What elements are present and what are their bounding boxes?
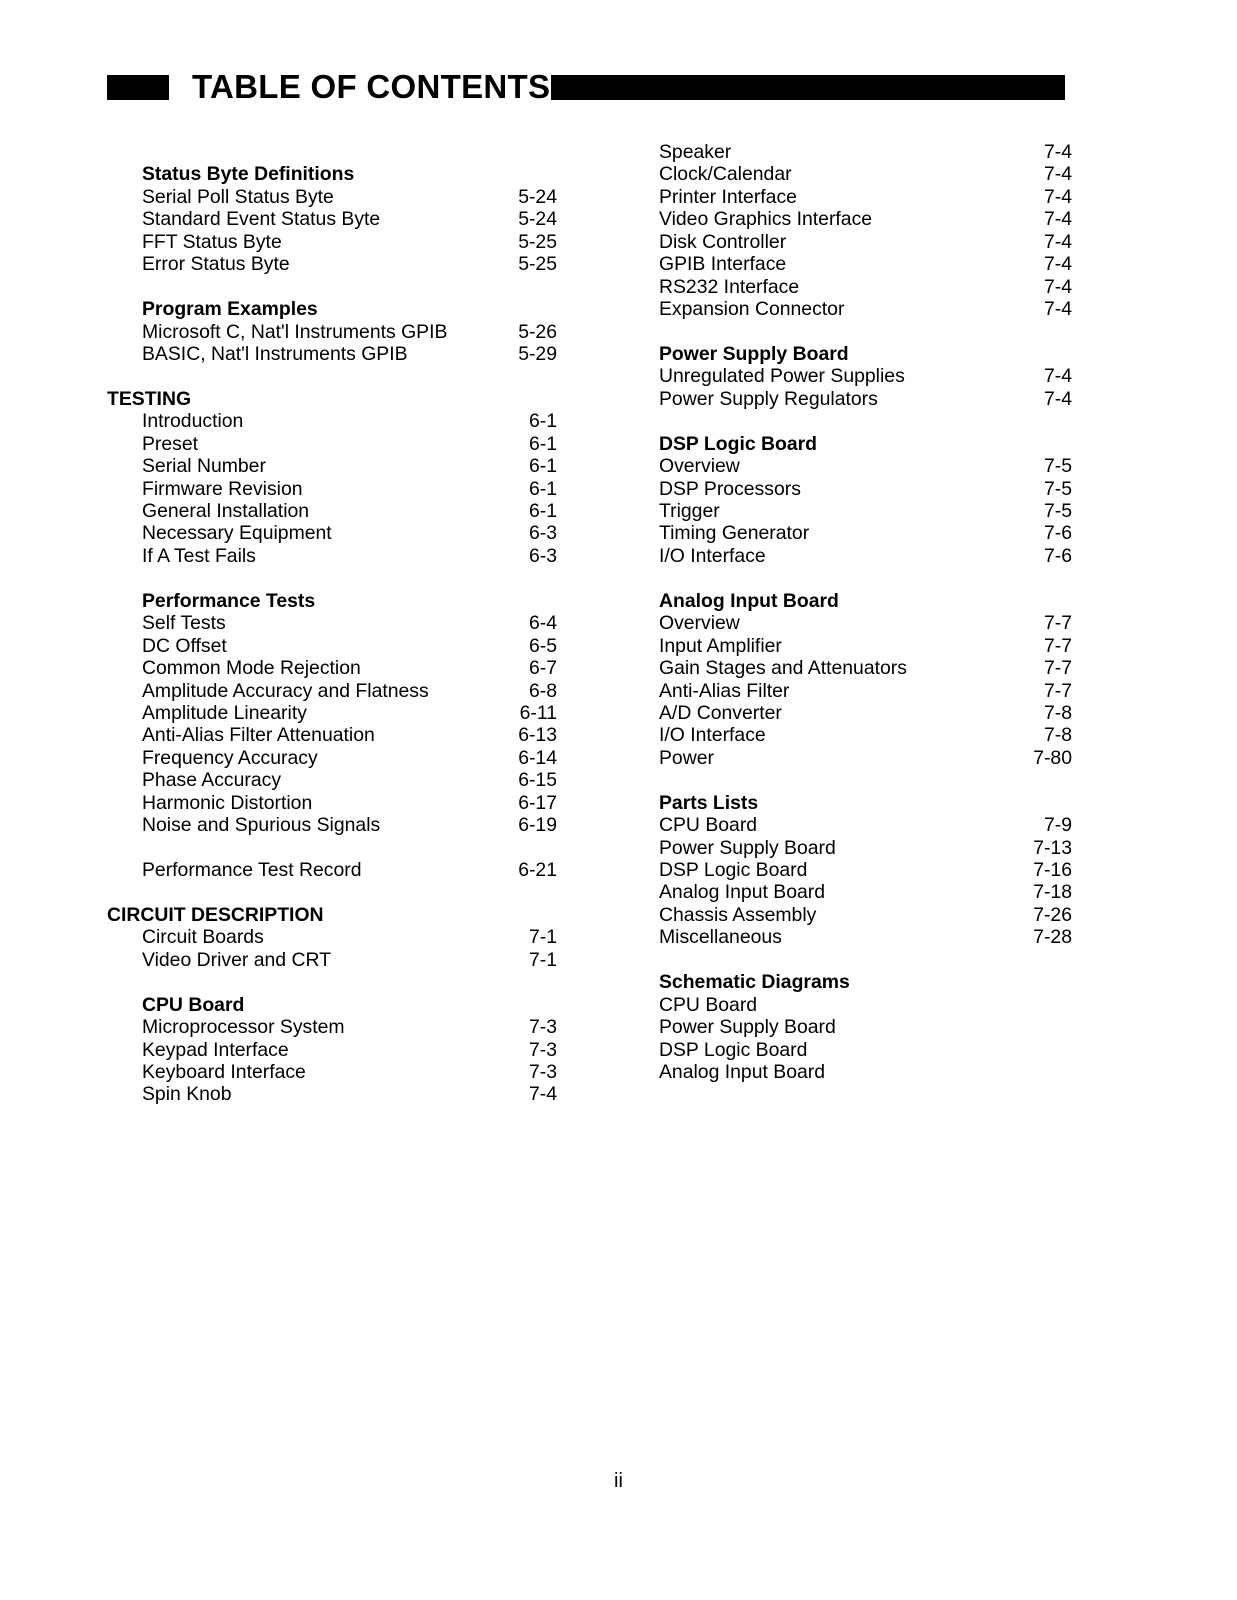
toc-entry-label: Amplitude Accuracy and Flatness bbox=[142, 679, 429, 702]
toc-entry bbox=[659, 1016, 1072, 1038]
toc-entry-page: 6-21 bbox=[518, 859, 557, 881]
toc-entry-page: 6-3 bbox=[528, 544, 557, 567]
toc-entry bbox=[107, 769, 557, 791]
toc-entry bbox=[107, 1016, 557, 1038]
toc-entry bbox=[659, 455, 1072, 477]
toc-entry bbox=[107, 612, 557, 634]
toc-entry bbox=[107, 926, 557, 948]
toc-entry bbox=[659, 881, 1072, 903]
toc-entry-label: Spin Knob bbox=[142, 1083, 232, 1106]
toc-subheading bbox=[107, 163, 557, 185]
toc-entry-page: 7-16 bbox=[1033, 859, 1072, 881]
toc-subheading bbox=[659, 792, 1072, 814]
toc-entry-page: 6-1 bbox=[528, 432, 557, 455]
toc-entry-label: Microprocessor System bbox=[142, 1016, 345, 1039]
toc-entry bbox=[107, 410, 557, 432]
toc-entry bbox=[107, 545, 557, 567]
toc-right-column bbox=[659, 141, 1072, 1083]
toc-entry bbox=[659, 478, 1072, 500]
toc-entry-label: Power Supply Regulators bbox=[659, 387, 878, 410]
toc-entry-label: General Installation bbox=[142, 500, 310, 522]
toc-entry-page: 6-1 bbox=[528, 455, 557, 478]
toc-entry bbox=[659, 837, 1072, 859]
toc-entry-label: Performance Tests bbox=[142, 589, 316, 612]
toc-entry-label: Analog Input Board bbox=[659, 881, 826, 904]
toc-entry-page: 7-3 bbox=[528, 1016, 557, 1039]
toc-entry-page: 7-7 bbox=[1043, 612, 1072, 635]
toc-entry-label: Power Supply Board bbox=[659, 342, 849, 365]
toc-entry-page: 7-26 bbox=[1033, 903, 1072, 926]
toc-entry-label: Self Tests bbox=[142, 612, 226, 635]
toc-entry bbox=[107, 747, 557, 769]
toc-entry-page: 7-1 bbox=[528, 948, 557, 971]
toc-spacer bbox=[659, 949, 1072, 971]
toc-entry bbox=[107, 522, 557, 544]
toc-entry-label: DSP Logic Board bbox=[659, 859, 808, 881]
toc-entry-label: Program Examples bbox=[142, 298, 318, 321]
toc-entry bbox=[107, 792, 557, 814]
header-bar-right bbox=[551, 75, 1065, 100]
toc-entry-page: 7-4 bbox=[1043, 208, 1072, 231]
toc-entry-page: 6-3 bbox=[528, 522, 557, 545]
toc-entry-label: Timing Generator bbox=[659, 522, 810, 545]
toc-entry-label: DC Offset bbox=[142, 634, 227, 657]
toc-entry bbox=[659, 635, 1072, 657]
toc-entry-label: Microsoft C, Nat'l Instruments GPIB bbox=[142, 320, 448, 343]
toc-entry-label: GPIB Interface bbox=[659, 253, 787, 276]
toc-entry-label: Introduction bbox=[142, 410, 244, 433]
toc-entry-page: 5-26 bbox=[518, 320, 557, 343]
toc-entry-page: 7-4 bbox=[1043, 163, 1072, 186]
toc-entry-page: 7-28 bbox=[1033, 926, 1072, 949]
toc-entry bbox=[659, 904, 1072, 926]
toc-entry-label: Analog Input Board bbox=[659, 1060, 826, 1083]
toc-entry-label: Amplitude Linearity bbox=[142, 701, 307, 724]
toc-entry-page: 6-14 bbox=[518, 746, 557, 769]
toc-entry-page: 7-3 bbox=[528, 1038, 557, 1061]
toc-entry bbox=[659, 926, 1072, 948]
toc-entry-label: Frequency Accuracy bbox=[142, 746, 318, 769]
toc-entry bbox=[107, 1061, 557, 1083]
toc-entry-page: 7-7 bbox=[1043, 657, 1072, 680]
toc-entry-page: 7-13 bbox=[1033, 836, 1072, 859]
toc-entry-label: Keyboard Interface bbox=[142, 1060, 306, 1083]
toc-entry-label: Common Mode Rejection bbox=[142, 657, 361, 680]
toc-entry-page: 6-8 bbox=[528, 679, 557, 702]
toc-entry-label: Circuit Boards bbox=[142, 926, 264, 949]
toc-entry bbox=[659, 859, 1072, 881]
toc-entry-page: 6-13 bbox=[518, 724, 557, 747]
toc-entry bbox=[659, 186, 1072, 208]
toc-entry-page: 6-1 bbox=[528, 477, 557, 500]
toc-entry-label: Chassis Assembly bbox=[659, 903, 817, 926]
toc-entry-page: 6-19 bbox=[518, 814, 557, 837]
toc-entry-label: Serial Number bbox=[142, 455, 266, 478]
toc-entry-label: Video Driver and CRT bbox=[142, 948, 331, 971]
toc-entry-page: 6-11 bbox=[519, 701, 557, 724]
toc-entry-page: 7-4 bbox=[1043, 141, 1072, 163]
toc-entry-page: 7-4 bbox=[528, 1083, 557, 1106]
page-title: TABLE OF CONTENTS bbox=[192, 68, 551, 105]
toc-entry bbox=[659, 814, 1072, 836]
toc-entry-page: 7-5 bbox=[1043, 455, 1072, 478]
toc-entry bbox=[107, 433, 557, 455]
toc-entry-label: BASIC, Nat'l Instruments GPIB bbox=[142, 342, 408, 365]
toc-entry-label: Parts Lists bbox=[659, 791, 759, 814]
toc-section-heading bbox=[107, 904, 557, 926]
toc-entry-label: I/O Interface bbox=[659, 724, 766, 747]
toc-entry bbox=[107, 702, 557, 724]
toc-entry-label: Printer Interface bbox=[659, 185, 797, 208]
toc-entry-label: Miscellaneous bbox=[659, 926, 782, 949]
toc-entry bbox=[659, 1039, 1072, 1061]
toc-subheading bbox=[659, 343, 1072, 365]
toc-entry-page: 7-6 bbox=[1043, 544, 1072, 567]
toc-entry-page: 6-7 bbox=[528, 657, 557, 680]
toc-spacer bbox=[107, 365, 557, 387]
toc-entry-page: 5-24 bbox=[518, 208, 557, 231]
toc-entry bbox=[659, 231, 1072, 253]
toc-entry-page: 7-80 bbox=[1033, 746, 1072, 769]
toc-entry-page: 7-7 bbox=[1043, 634, 1072, 657]
toc-entry-page: 6-15 bbox=[518, 769, 557, 792]
toc-entry-label: Gain Stages and Attenuators bbox=[659, 657, 907, 680]
toc-entry-label: If A Test Fails bbox=[142, 544, 256, 567]
toc-entry-label: Video Graphics Interface bbox=[659, 208, 873, 231]
toc-subheading bbox=[659, 433, 1072, 455]
toc-entry-label: Status Byte Definitions bbox=[142, 163, 355, 186]
toc-entry-label: Power Supply Board bbox=[659, 1016, 836, 1039]
toc-entry-page: 6-1 bbox=[528, 500, 557, 522]
toc-entry bbox=[659, 365, 1072, 387]
toc-left-column bbox=[107, 141, 557, 1106]
toc-section-heading bbox=[107, 388, 557, 410]
toc-entry-label: Serial Poll Status Byte bbox=[142, 185, 334, 208]
toc-entry-label: Speaker bbox=[659, 141, 732, 163]
toc-spacer bbox=[107, 971, 557, 993]
toc-entry-page: 7-5 bbox=[1043, 477, 1072, 500]
toc-entry bbox=[107, 343, 557, 365]
toc-entry bbox=[107, 635, 557, 657]
toc-entry bbox=[659, 163, 1072, 185]
toc-spacer bbox=[659, 321, 1072, 343]
toc-entry bbox=[659, 612, 1072, 634]
toc-entry bbox=[659, 141, 1072, 163]
toc-entry-label: CIRCUIT DESCRIPTION bbox=[107, 903, 324, 926]
toc-entry-label: Phase Accuracy bbox=[142, 769, 282, 792]
toc-spacer bbox=[659, 410, 1072, 432]
toc-entry-page: 7-9 bbox=[1043, 814, 1072, 837]
toc-entry bbox=[659, 208, 1072, 230]
toc-entry bbox=[107, 859, 557, 881]
toc-entry-label: Firmware Revision bbox=[142, 477, 303, 500]
toc-entry-label: Noise and Spurious Signals bbox=[142, 814, 381, 837]
toc-entry bbox=[107, 231, 557, 253]
toc-entry bbox=[107, 1039, 557, 1061]
toc-entry-label: Necessary Equipment bbox=[142, 522, 332, 545]
toc-entry bbox=[659, 545, 1072, 567]
toc-entry-label: Harmonic Distortion bbox=[142, 791, 313, 814]
toc-entry-label: Overview bbox=[659, 455, 740, 478]
toc-entry bbox=[659, 724, 1072, 746]
toc-entry-page: 6-1 bbox=[528, 410, 557, 433]
toc-spacer bbox=[107, 567, 557, 589]
toc-spacer bbox=[659, 567, 1072, 589]
toc-entry-label: Keypad Interface bbox=[142, 1038, 289, 1061]
toc-entry-page: 7-4 bbox=[1043, 275, 1072, 298]
toc-spacer bbox=[107, 837, 557, 859]
toc-entry-label: RS232 Interface bbox=[659, 275, 800, 298]
toc-entry-page: 6-5 bbox=[528, 634, 557, 657]
toc-entry-page: 7-4 bbox=[1043, 230, 1072, 253]
toc-entry-label: CPU Board bbox=[142, 993, 245, 1016]
toc-spacer bbox=[107, 881, 557, 903]
toc-entry-page: 6-17 bbox=[518, 791, 557, 814]
toc-entry bbox=[107, 814, 557, 836]
toc-entry bbox=[107, 724, 557, 746]
toc-entry bbox=[659, 298, 1072, 320]
toc-entry bbox=[107, 478, 557, 500]
toc-entry-label: Standard Event Status Byte bbox=[142, 208, 381, 231]
toc-entry bbox=[107, 321, 557, 343]
toc-entry-page: 7-4 bbox=[1043, 298, 1072, 321]
toc-entry-label: Error Status Byte bbox=[142, 253, 290, 276]
toc-entry bbox=[659, 388, 1072, 410]
page-number: ii bbox=[614, 1470, 623, 1492]
toc-entry-label: TESTING bbox=[107, 387, 192, 410]
toc-entry bbox=[659, 253, 1072, 275]
toc-entry bbox=[659, 276, 1072, 298]
toc-entry-label: Unregulated Power Supplies bbox=[659, 365, 905, 388]
toc-entry bbox=[107, 186, 557, 208]
toc-entry bbox=[107, 680, 557, 702]
toc-entry-page: 7-4 bbox=[1043, 253, 1072, 276]
toc-entry bbox=[107, 208, 557, 230]
toc-entry-label: CPU Board bbox=[659, 814, 758, 837]
toc-entry-label: FFT Status Byte bbox=[142, 230, 282, 253]
toc-entry bbox=[659, 1061, 1072, 1083]
toc-entry-page: 5-24 bbox=[518, 185, 557, 208]
toc-entry bbox=[107, 949, 557, 971]
toc-entry-label: Anti-Alias Filter Attenuation bbox=[142, 724, 375, 747]
toc-entry-label: DSP Processors bbox=[659, 477, 801, 500]
toc-entry bbox=[107, 657, 557, 679]
toc-entry bbox=[107, 455, 557, 477]
toc-entry-label: Clock/Calendar bbox=[659, 163, 792, 186]
toc-entry-label: DSP Logic Board bbox=[659, 432, 818, 455]
toc-entry bbox=[659, 994, 1072, 1016]
toc-subheading bbox=[659, 590, 1072, 612]
toc-entry-label: Power Supply Board bbox=[659, 836, 836, 859]
toc-entry bbox=[659, 500, 1072, 522]
toc-entry-page: 7-1 bbox=[528, 926, 557, 949]
toc-entry bbox=[659, 522, 1072, 544]
toc-entry-label: Input Amplifier bbox=[659, 634, 782, 657]
toc-entry-page: 7-4 bbox=[1043, 365, 1072, 388]
toc-entry bbox=[107, 1083, 557, 1105]
toc-entry-label: DSP Logic Board bbox=[659, 1038, 808, 1061]
toc-subheading bbox=[659, 971, 1072, 993]
toc-entry-page: 7-7 bbox=[1043, 679, 1072, 702]
toc-entry-page: 7-3 bbox=[528, 1060, 557, 1083]
toc-entry-label: Performance Test Record bbox=[142, 859, 362, 881]
toc-entry-page: 7-5 bbox=[1043, 500, 1072, 522]
toc-entry-label: Expansion Connector bbox=[659, 298, 845, 321]
toc-entry-label: CPU Board bbox=[659, 993, 758, 1016]
toc-entry-label: A/D Converter bbox=[659, 701, 782, 724]
toc-entry-label: Anti-Alias Filter bbox=[659, 679, 790, 702]
toc-entry bbox=[107, 253, 557, 275]
toc-entry-label: Overview bbox=[659, 612, 740, 635]
toc-entry bbox=[659, 747, 1072, 769]
toc-spacer bbox=[107, 276, 557, 298]
toc-entry-page: 7-18 bbox=[1033, 881, 1072, 904]
toc-entry-page: 5-25 bbox=[518, 230, 557, 253]
toc-entry-page: 6-4 bbox=[528, 612, 557, 635]
toc-entry-page: 7-4 bbox=[1043, 387, 1072, 410]
toc-spacer bbox=[107, 141, 557, 163]
toc-entry-label: Power bbox=[659, 746, 714, 769]
toc-entry-label: Preset bbox=[142, 432, 199, 455]
toc-subheading bbox=[107, 994, 557, 1016]
toc-entry bbox=[107, 500, 557, 522]
toc-entry-page: 7-8 bbox=[1043, 724, 1072, 747]
toc-entry-label: Schematic Diagrams bbox=[659, 971, 850, 994]
toc-entry-label: Disk Controller bbox=[659, 230, 787, 253]
toc-entry bbox=[659, 702, 1072, 724]
toc-entry-label: I/O Interface bbox=[659, 544, 766, 567]
toc-entry bbox=[659, 680, 1072, 702]
header-bar-left bbox=[107, 75, 169, 100]
toc-subheading bbox=[107, 590, 557, 612]
toc-entry-page: 5-25 bbox=[518, 253, 557, 276]
toc-entry-page: 5-29 bbox=[518, 342, 557, 365]
toc-entry-page: 7-6 bbox=[1043, 522, 1072, 545]
toc-spacer bbox=[659, 769, 1072, 791]
toc-subheading bbox=[107, 298, 557, 320]
toc-entry-page: 7-4 bbox=[1043, 185, 1072, 208]
toc-entry-label: Trigger bbox=[659, 500, 720, 522]
toc-entry-page: 7-8 bbox=[1043, 701, 1072, 724]
toc-entry bbox=[659, 657, 1072, 679]
toc-entry-label: Analog Input Board bbox=[659, 589, 839, 612]
